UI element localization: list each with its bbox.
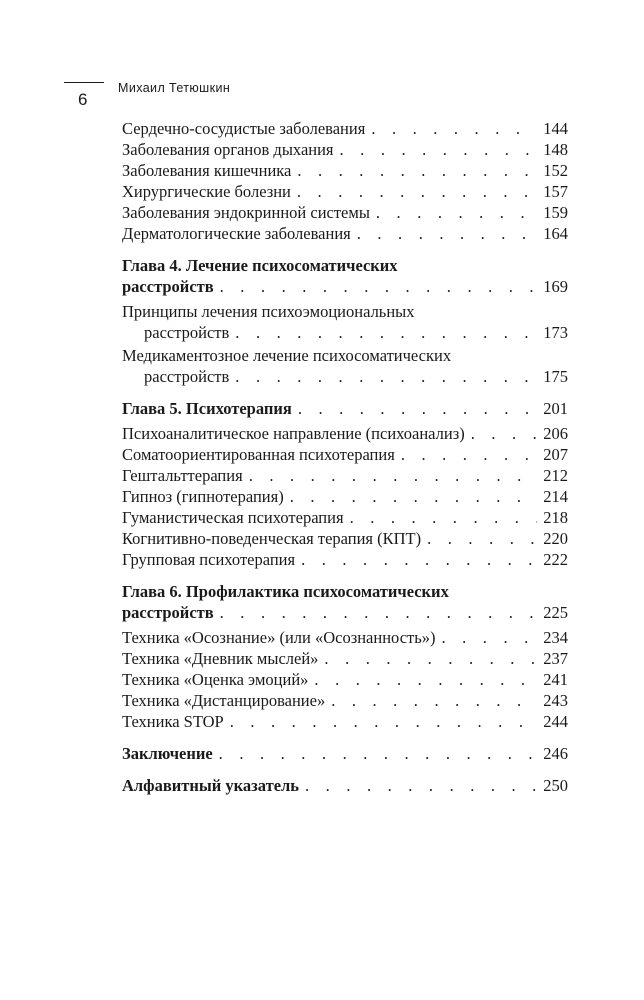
toc-entry-page: 159 bbox=[543, 203, 568, 222]
toc-entry bbox=[122, 223, 568, 244]
toc-group-diseases bbox=[122, 118, 568, 244]
toc-entry-title: Техника «Оценка эмоций» bbox=[122, 670, 309, 689]
dot-leader bbox=[401, 444, 537, 465]
chapter-title-line-2: расстройств bbox=[122, 277, 214, 296]
toc-entry-title-line-1: Принципы лечения психоэмоциональных bbox=[122, 302, 415, 321]
toc-entry-title: Дерматологические заболевания bbox=[122, 224, 351, 243]
toc-group-chapter-4 bbox=[122, 255, 568, 387]
dot-leader bbox=[219, 743, 538, 764]
toc-entry bbox=[122, 602, 568, 623]
toc-entry-title: Соматоориентированная психотерапия bbox=[122, 445, 395, 464]
toc-entry-page: 144 bbox=[543, 119, 568, 138]
toc-entry-title: Техника «Дистанцирование» bbox=[122, 691, 326, 710]
dot-leader bbox=[350, 507, 538, 528]
toc-subentry-wrap bbox=[122, 301, 568, 343]
toc-entry-page: 218 bbox=[543, 508, 568, 527]
header-rule bbox=[64, 82, 104, 83]
toc-entry-page: 214 bbox=[543, 487, 568, 506]
toc-entry-title: Техника «Дневник мыслей» bbox=[122, 649, 319, 668]
toc-entry-page: 157 bbox=[543, 182, 568, 201]
toc-entry-page: 244 bbox=[543, 712, 568, 731]
toc-entry bbox=[122, 181, 568, 202]
dot-leader bbox=[249, 465, 538, 486]
toc-entry-title-line-2: расстройств bbox=[144, 367, 230, 386]
chapter-title-line-1: Глава 6. Профилактика психосоматических bbox=[122, 582, 449, 601]
toc-entry bbox=[122, 486, 568, 507]
toc-entry-page: 148 bbox=[543, 140, 568, 159]
toc-entry-title: Психоаналитическое направление (психоанализ) bbox=[122, 424, 465, 443]
toc-entry bbox=[122, 160, 568, 181]
toc-entry bbox=[122, 528, 568, 549]
dot-leader bbox=[230, 711, 538, 732]
dot-leader bbox=[371, 118, 537, 139]
toc-group-conclusion bbox=[122, 743, 568, 764]
dot-leader bbox=[297, 181, 537, 202]
dot-leader bbox=[357, 223, 538, 244]
dot-leader bbox=[376, 202, 537, 223]
toc-entry-title: Сердечно-сосудистые заболевания bbox=[122, 119, 366, 138]
toc-entry bbox=[122, 322, 568, 343]
toc-entry-page: 164 bbox=[543, 224, 568, 243]
dot-leader bbox=[331, 690, 537, 711]
toc-entry-page: 169 bbox=[543, 277, 568, 296]
toc-entry-page: 206 bbox=[543, 424, 568, 443]
toc-entry bbox=[122, 549, 568, 570]
dot-leader bbox=[427, 528, 537, 549]
toc-entry-title-line-1: Медикаментозное лечение психосоматических bbox=[122, 346, 452, 365]
chapter-title-line-2: расстройств bbox=[122, 603, 214, 622]
toc-entry-page: 225 bbox=[543, 603, 568, 622]
dot-leader bbox=[324, 648, 537, 669]
chapter-title-line-1: Глава 4. Лечение психосоматических bbox=[122, 256, 398, 275]
toc-entry-page: 207 bbox=[543, 445, 568, 464]
toc-entry-title: Хирургические болезни bbox=[122, 182, 291, 201]
dot-leader bbox=[471, 423, 538, 444]
chapter-6-heading bbox=[122, 581, 568, 623]
dot-leader bbox=[314, 669, 537, 690]
toc-entry-page: 246 bbox=[543, 744, 568, 763]
toc-entry-page: 237 bbox=[543, 649, 568, 668]
toc-entry bbox=[122, 423, 568, 444]
dot-leader bbox=[301, 549, 537, 570]
toc-entry-title: Техника «Осознание» (или «Осознанность») bbox=[122, 628, 436, 647]
toc-entry-title: Алфавитный указатель bbox=[122, 776, 300, 795]
toc-entry bbox=[122, 669, 568, 690]
toc-entry bbox=[122, 690, 568, 711]
conclusion-heading bbox=[122, 743, 568, 764]
toc-entry bbox=[122, 507, 568, 528]
dot-leader bbox=[298, 398, 537, 419]
toc-entry-title: Заболевания эндокринной системы bbox=[122, 203, 370, 222]
dot-leader bbox=[297, 160, 537, 181]
toc-group-index bbox=[122, 775, 568, 796]
toc-entry bbox=[122, 648, 568, 669]
toc-entry-page: 234 bbox=[543, 628, 568, 647]
chapter-5-heading bbox=[122, 398, 568, 419]
toc-subentry-wrap bbox=[122, 345, 568, 387]
toc-entry-page: 175 bbox=[543, 367, 568, 386]
toc-entry-title: Техника STOP bbox=[122, 712, 224, 731]
toc-entry bbox=[122, 627, 568, 648]
toc-entry-page: 243 bbox=[543, 691, 568, 710]
toc-entry-title: Когнитивно-поведенческая терапия (КПТ) bbox=[122, 529, 422, 548]
dot-leader bbox=[220, 276, 538, 297]
chapter-4-heading bbox=[122, 255, 568, 297]
toc-group-chapter-5 bbox=[122, 398, 568, 570]
toc-entry-title: Групповая психотерапия bbox=[122, 550, 296, 569]
toc-entry-page: 222 bbox=[543, 550, 568, 569]
toc-group-chapter-6 bbox=[122, 581, 568, 732]
toc-entry-page: 241 bbox=[543, 670, 568, 689]
dot-leader bbox=[442, 627, 538, 648]
dot-leader bbox=[220, 602, 538, 623]
toc-entry-title: Заболевания кишечника bbox=[122, 161, 292, 180]
dot-leader bbox=[235, 322, 537, 343]
dot-leader bbox=[290, 486, 538, 507]
toc-entry bbox=[122, 202, 568, 223]
dot-leader bbox=[305, 775, 537, 796]
toc-entry-page: 152 bbox=[543, 161, 568, 180]
toc-entry bbox=[122, 366, 568, 387]
dot-leader bbox=[340, 139, 538, 160]
index-heading bbox=[122, 775, 568, 796]
toc-entry-title: Заболевания органов дыхания bbox=[122, 140, 334, 159]
toc-entry-page: 220 bbox=[543, 529, 568, 548]
toc-entry-page: 201 bbox=[543, 399, 568, 418]
toc-entry-title: Гештальттерапия bbox=[122, 466, 243, 485]
toc-entry bbox=[122, 711, 568, 732]
chapter-title: Глава 5. Психотерапия bbox=[122, 399, 292, 418]
toc-entry bbox=[122, 276, 568, 297]
running-head-author: Михаил Тетюшкин bbox=[118, 81, 231, 95]
toc-entry bbox=[122, 118, 568, 139]
toc-entry-page: 250 bbox=[543, 776, 568, 795]
table-of-contents bbox=[122, 118, 568, 807]
toc-entry-title-line-2: расстройств bbox=[144, 323, 230, 342]
toc-entry bbox=[122, 444, 568, 465]
toc-entry bbox=[122, 465, 568, 486]
toc-entry-page: 173 bbox=[543, 323, 568, 342]
toc-entry-title: Гуманистическая психотерапия bbox=[122, 508, 344, 527]
dot-leader bbox=[235, 366, 537, 387]
page-number: 6 bbox=[78, 90, 88, 109]
toc-entry bbox=[122, 139, 568, 160]
toc-entry-title: Гипноз (гипнотерапия) bbox=[122, 487, 284, 506]
toc-entry-title: Заключение bbox=[122, 744, 213, 763]
toc-entry-page: 212 bbox=[543, 466, 568, 485]
